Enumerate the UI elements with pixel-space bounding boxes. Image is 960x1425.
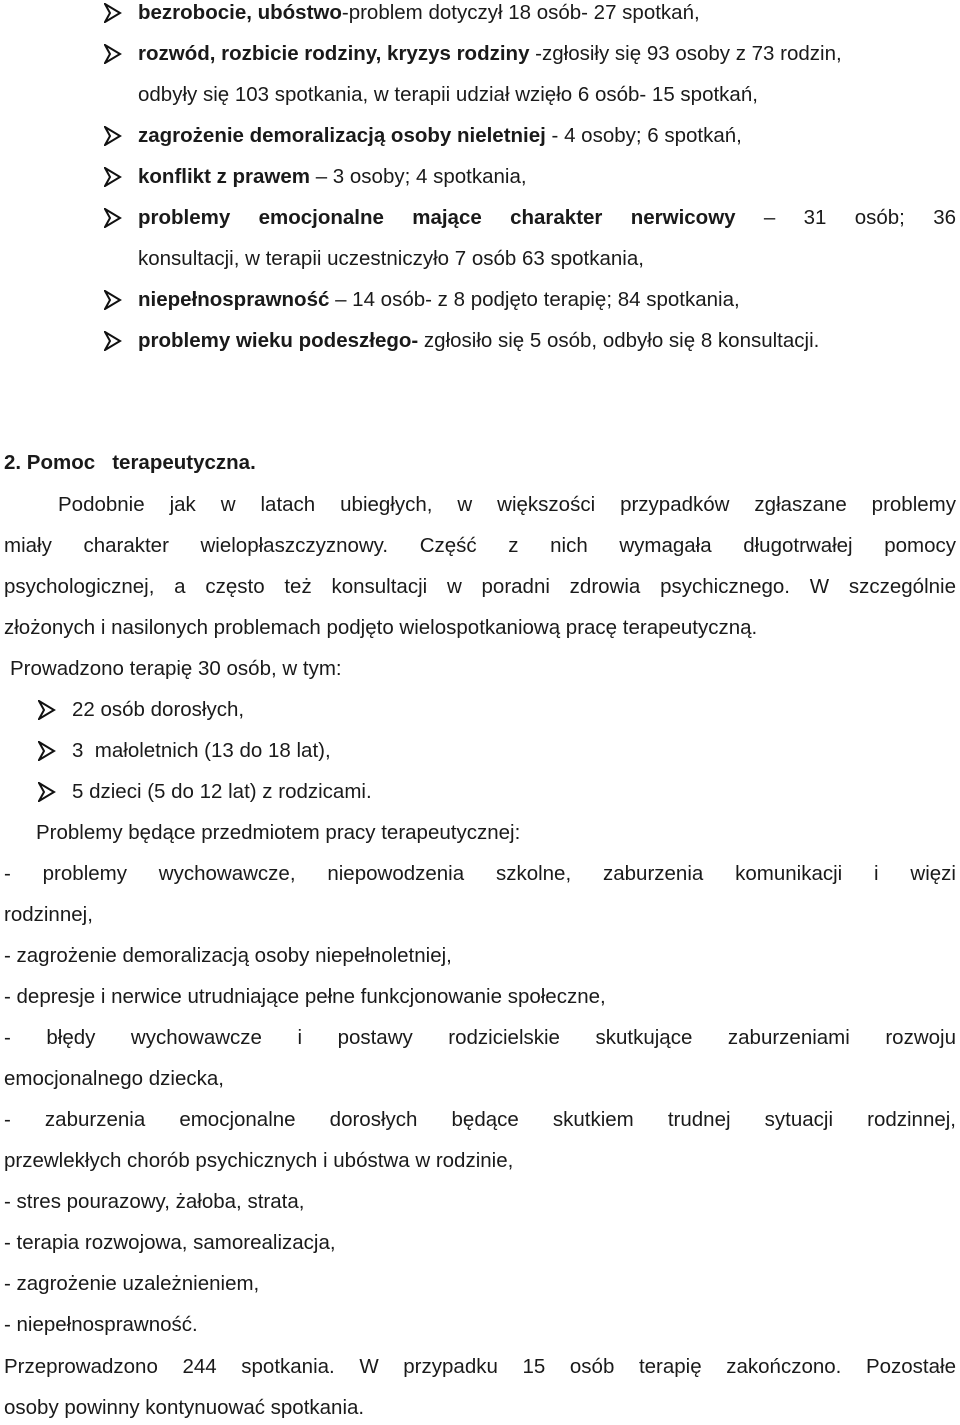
arrowhead-bullet-icon: [104, 44, 122, 64]
problem-line: przewlekłych chorób psychicznych i ubóstwa w rodzinie,: [4, 1149, 514, 1172]
arrowhead-bullet-icon: [38, 741, 56, 761]
list-item: 3 małoletnich (13 do 18 lat),: [72, 739, 331, 762]
paragraph-line: psychologicznej, a często też konsultacji w poradni zdrowia psychicznego. W szczególnie: [4, 575, 956, 598]
item-bold-text: problemy wieku podeszłego-: [138, 329, 419, 352]
problem-line: - terapia rozwojowa, samorealizacja,: [4, 1231, 336, 1254]
arrowhead-bullet-icon: [104, 331, 122, 351]
problem-line: rodzinnej,: [4, 903, 93, 926]
item-text: – 31 osób; 36: [735, 206, 956, 229]
problem-line: - problemy wychowawcze, niepowodzenia szkolne, zaburzenia komunikacji i więzi: [4, 862, 956, 885]
list-item: [138, 204, 956, 232]
problem-line: - zagrożenie demoralizacją osoby niepełnoletniej,: [4, 944, 452, 967]
problem-line: - depresje i nerwice utrudniające pełne funkcjonowanie społeczne,: [4, 985, 606, 1008]
list-item-continuation: odbyły się 103 spotkania, w terapii udział wzięło 6 osób- 15 spotkań,: [138, 83, 758, 106]
problem-line: - niepełnosprawność.: [4, 1313, 198, 1336]
list-item: [138, 327, 819, 355]
item-bold-text: niepełnosprawność: [138, 288, 330, 311]
item-text: zgłosiło się 5 osób, odbyło się 8 konsultacji.: [418, 329, 820, 352]
problem-line: - błędy wychowawcze i postawy rodzicielskie skutkujące zaburzeniami rozwoju: [4, 1026, 956, 1049]
paragraph-line: miały charakter wielopłaszczyznowy. Część z nich wymagała długotrwałej pomocy: [4, 534, 956, 557]
list-item: 22 osób dorosłych,: [72, 698, 245, 721]
item-text: -problem dotyczył 18 osób- 27 spotkań,: [341, 1, 700, 24]
problem-line: - stres pourazowy, żałoba, strata,: [4, 1190, 305, 1213]
therapy-intro: Prowadzono terapię 30 osób, w tym:: [10, 657, 342, 680]
item-bold-text: bezrobocie, ubóstwo: [138, 1, 342, 24]
item-text: – 14 osób- z 8 podjęto terapię; 84 spotkania,: [329, 288, 740, 311]
arrowhead-bullet-icon: [104, 167, 122, 187]
item-bold-text: problemy emocjonalne mające charakter nerwicowy: [138, 206, 736, 229]
list-item: 5 dzieci (5 do 12 lat) z rodzicami.: [72, 780, 372, 803]
arrowhead-bullet-icon: [104, 290, 122, 310]
arrowhead-bullet-icon: [104, 208, 122, 228]
closing-line: osoby powinny kontynuować spotkania.: [4, 1396, 365, 1419]
item-text: -zgłosiły się 93 osoby z 73 rodzin,: [529, 42, 842, 65]
section-heading: 2. Pomoc terapeutyczna.: [4, 451, 256, 474]
arrowhead-bullet-icon: [104, 3, 122, 23]
problem-line: - zagrożenie uzależnieniem,: [4, 1272, 260, 1295]
paragraph-line: złożonych i nasilonych problemach podjęto wielospotkaniową pracę terapeutyczną.: [4, 616, 758, 639]
paragraph-line: Podobnie jak w latach ubiegłych, w większości przypadków zgłaszane problemy: [58, 493, 956, 516]
arrowhead-bullet-icon: [38, 700, 56, 720]
list-item: [138, 40, 842, 68]
arrowhead-bullet-icon: [104, 126, 122, 146]
item-bold-text: rozwód, rozbicie rodziny, kryzys rodziny: [138, 42, 530, 65]
item-bold-text: konflikt z prawem: [138, 165, 311, 188]
list-item: [138, 286, 740, 314]
item-text: – 3 osoby; 4 spotkania,: [310, 165, 527, 188]
problem-line: - zaburzenia emocjonalne dorosłych będące skutkiem trudnej sytuacji rodzinnej,: [4, 1108, 956, 1131]
item-text: - 4 osoby; 6 spotkań,: [545, 124, 742, 147]
problem-line: emocjonalnego dziecka,: [4, 1067, 224, 1090]
list-item: [138, 0, 700, 27]
closing-line: Przeprowadzono 244 spotkania. W przypadku 15 osób terapię zakończono. Pozostałe: [4, 1355, 956, 1378]
arrowhead-bullet-icon: [38, 782, 56, 802]
list-item-continuation: konsultacji, w terapii uczestniczyło 7 osób 63 spotkania,: [138, 247, 644, 270]
list-item: [138, 122, 742, 150]
problems-intro: Problemy będące przedmiotem pracy terapeutycznej:: [36, 821, 521, 844]
item-bold-text: zagrożenie demoralizacją osoby nieletniej: [138, 124, 546, 147]
list-item: [138, 163, 527, 191]
